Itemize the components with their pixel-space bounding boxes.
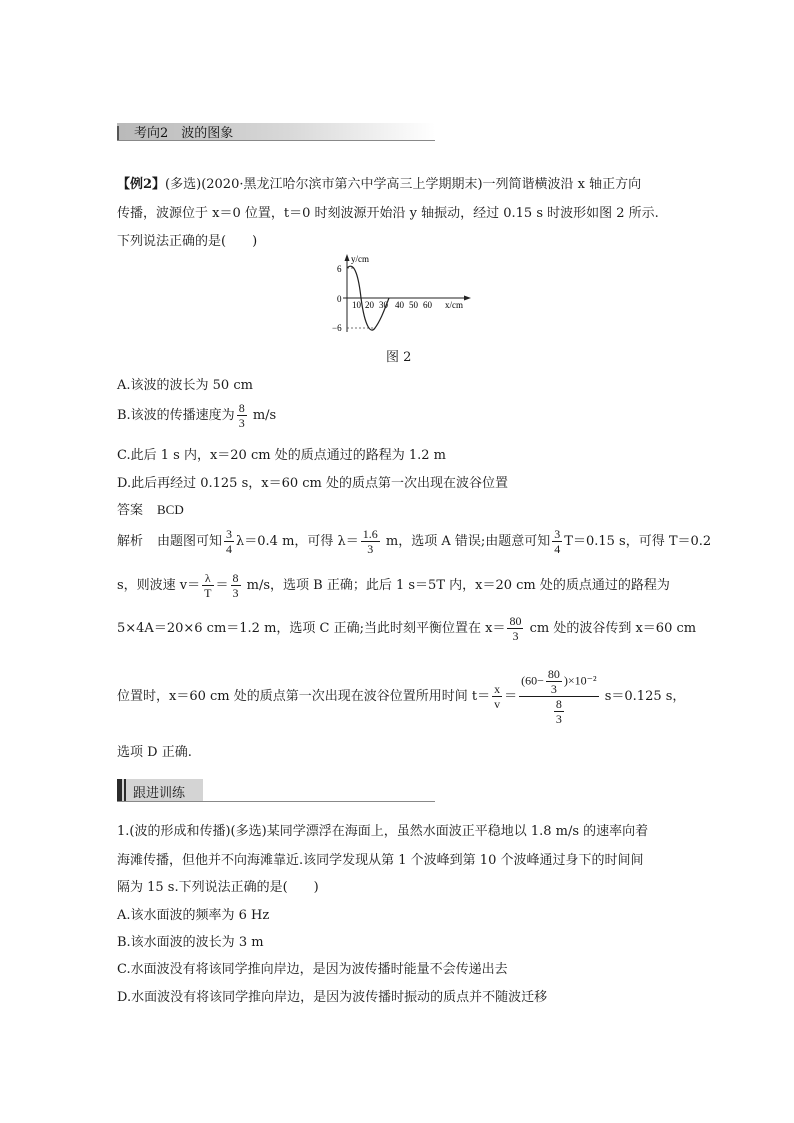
y-axis-label: y/cm (351, 254, 369, 264)
example-text-1: (多选)(2020·黑龙江哈尔滨市第六中学高三上学期期末)一列简谐横波沿 x 轴正方向 (165, 177, 642, 192)
option-b-fraction: $\frac{8}{3}$ (238, 401, 245, 430)
q1-option-c: C.水面波没有将该同学推向岸边，是因为波传播时能量不会传递出去 (117, 962, 508, 977)
x-tick-30: 30 (379, 300, 388, 310)
answer-value: BCD (157, 502, 184, 517)
q1-option-d: D.水面波没有将该同学推向岸边，是因为波传播时振动的质点并不随波迁移 (117, 990, 548, 1005)
option-b-text: B.该波的传播速度为 (117, 408, 235, 423)
x-axis-label: x/cm (445, 300, 463, 310)
analysis-line-1: 解析 由题图可知 $\frac{3}{4}$ λ＝0.4 m，可得 λ＝ $\frac{1.6}{3}$ m，选项 A 错误;由题意可知 $\frac{3}{4}$ T＝0.15 s，可得 T＝0.2 (117, 527, 712, 556)
x-tick-60: 60 (423, 300, 432, 310)
y-axis-arrow (345, 254, 350, 261)
analysis-line-4: 位置时，x＝60 cm 处的质点第一次出现在波谷位置所用时间 t＝ $\frac{x}{v}$ ＝ (60− $\frac{80}{3}$ )×10⁻² $\frac{8}{3}$ s＝0.125 s， (117, 667, 686, 726)
analysis-line-3: 5×4A＝20×6 cm＝1.2 m，选项 C 正确;当此时刻平衡位置在 x＝ $\frac{80}{3}$ cm 处的波谷传到 x＝60 cm (117, 614, 697, 643)
example-line-1 (117, 173, 641, 192)
section-header-tick (117, 126, 119, 140)
example-line-3: 下列说法正确的是( ) (117, 234, 258, 249)
x-tick-10: 10 (352, 300, 361, 310)
wave-figure (325, 252, 475, 337)
question-1-line-2: 海滩传播，但他并不向海滩靠近.该同学发现从第 1 个波峰到第 10 个波峰通过身下的时间间 (117, 853, 644, 868)
practice-header (117, 779, 203, 801)
question-1-line-1: 1.(波的形成和传播)(多选)某同学漂浮在海面上，虽然水面波正平稳地以 1.8 m/s 的速率向着 (117, 824, 649, 839)
x-axis-arrow (464, 296, 471, 301)
analysis-line-5: 选项 D 正确. (117, 745, 192, 760)
answer-line (117, 499, 184, 518)
x-tick-40: 40 (395, 300, 404, 310)
option-c: C.此后 1 s 内，x＝20 cm 处的质点通过的路程为 1.2 m (117, 448, 446, 463)
answer-label: 答案 (117, 503, 144, 518)
practice-title: 跟进训练 (133, 786, 186, 801)
example-line-2: 传播，波源位于 x＝0 位置，t＝0 时刻波源开始沿 y 轴振动，经过 0.15 s 时波形如图 2 所示. (117, 206, 659, 221)
option-b (117, 402, 276, 429)
figure-caption: 图 2 (386, 350, 412, 365)
q1-option-a: A.该水面波的频率为 6 Hz (117, 908, 270, 923)
q1-option-b: B.该水面波的波长为 3 m (117, 935, 264, 950)
section-header (117, 120, 435, 142)
option-b-unit: m/s (248, 408, 277, 423)
time-big-fraction: (60− $\frac{80}{3}$ )×10⁻² $\frac{8}{3}$ (521, 667, 597, 726)
x-tick-20: 20 (365, 300, 374, 310)
y-tick-6: 6 (337, 264, 342, 274)
option-a: A.该波的波长为 50 cm (117, 378, 253, 393)
y-tick-neg6: −6 (332, 323, 342, 333)
question-1-line-3: 隔为 15 s.下列说法正确的是( ) (117, 880, 319, 895)
option-d: D.此后再经过 0.125 s，x＝60 cm 处的质点第一次出现在波谷位置 (117, 476, 508, 491)
x-tick-50: 50 (409, 300, 418, 310)
analysis-line-2: s，则波速 v＝ $\frac{\lambda}{T}$ ＝ $\frac{8}{3}$ m/s，选项 B 正确；此后 1 s＝5T 内，x＝20 cm 处的质点通过的路程为 (117, 571, 670, 600)
y-tick-0: 0 (337, 294, 342, 304)
example-tag: 【例2】 (117, 177, 166, 192)
analysis-label: 解析 (117, 534, 144, 549)
section-title: 考向2 波的图象 (134, 126, 234, 141)
